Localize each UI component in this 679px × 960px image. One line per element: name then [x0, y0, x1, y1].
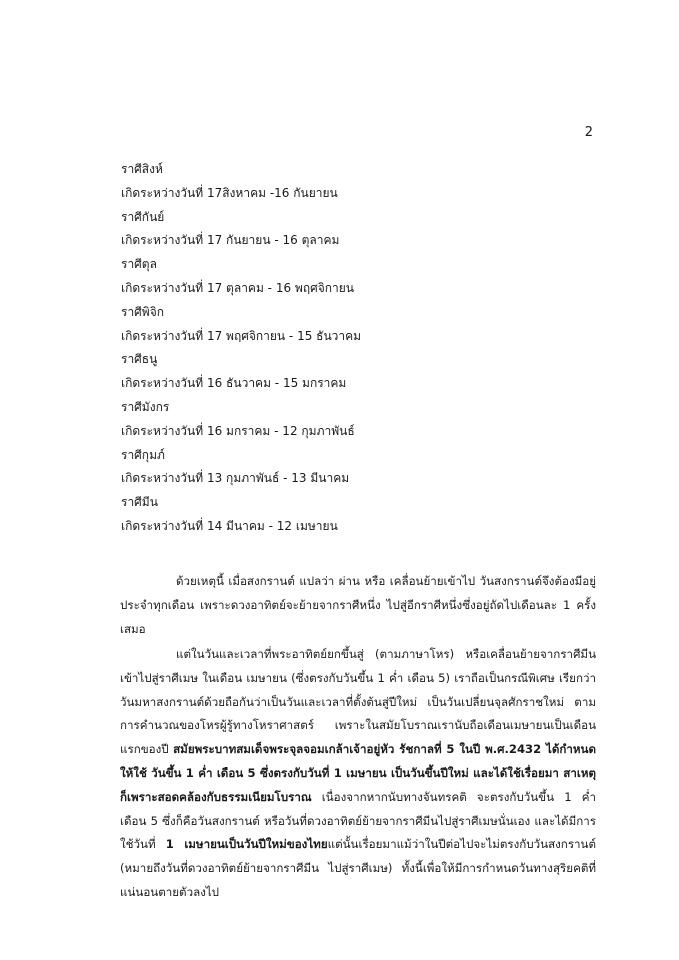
paragraph-songkran-meaning	[120, 570, 596, 641]
zodiac-range-pisces: เกิดระหว่างวันที่ 14 มีนาคม - 12 เมษายน	[121, 518, 338, 533]
zodiac-sign-sagittarius: ราศีธนู	[121, 352, 158, 367]
paragraph-thai-new-year	[120, 643, 596, 905]
zodiac-sign-libra: ราศีตุล	[121, 257, 157, 272]
zodiac-range-scorpio: เกิดระหว่างวันที่ 17 พฤศจิกายน - 15 ธันวาคม	[121, 328, 362, 343]
zodiac-range-sagittarius: เกิดระหว่างวันที่ 16 ธันวาคม - 15 มกราคม	[121, 376, 347, 391]
zodiac-sign-scorpio: ราศีพิจิก	[121, 304, 165, 319]
paragraph-2-bold-b: 1 เมษายนเป็นวันปีใหม่ของไทย	[165, 837, 328, 852]
zodiac-sign-virgo: ราศีกันย์	[121, 209, 165, 224]
paragraph-2-text-a: แต่ในวันและเวลาที่พระอาทิตย์ยกขึ้นสู่ (ตามภาษาโหร) หรือเคลื่อนย้ายจากราศีมีนเข้าไปสู่ราศีเมษ ในเดือน เมษายน (ซึ่งตรงกับวันขึ้น 1 ค่ำ เดือน 5) เราถือเป็นกรณีพิเศษ เรียกว่าวันมหาสงกรานต์ด้วยถือกันว่าเป็นวันและเวลาที่ตั้งต้นสู่ปีใหม่ เป็นวันเปลี่ยนจุลศักราชใหม่ ตามการคำนวณของโหรผู้รู้ทางโหราศาสตร์ เพราะในสมัยโบราณเรานับถือเดือนเมษายนเป็นเดือนแรกของปี	[120, 647, 596, 757]
zodiac-range-capricorn: เกิดระหว่างวันที่ 16 มกราคม - 12 กุมภาพันธ์	[121, 423, 355, 438]
zodiac-range-aquarius: เกิดระหว่างวันที่ 13 กุมภาพันธ์ - 13 มีนาคม	[121, 471, 350, 486]
zodiac-range-virgo: เกิดระหว่างวันที่ 17 กันยายน - 16 ตุลาคม	[121, 233, 340, 248]
zodiac-range-leo: เกิดระหว่างวันที่ 17สิงหาคม -16 กันยายน	[121, 185, 338, 200]
zodiac-sign-leo: ราศีสิงห์	[121, 162, 163, 176]
zodiac-sign-aquarius: ราศีกุมภ์	[121, 447, 165, 462]
page-number: 2	[584, 125, 593, 140]
paragraph-2-bold-a: สมัยพระบาทสมเด็จพระจุลจอมเกล้าเจ้าอยู่หัว รัชกาลที่ 5 ในปี พ.ศ.2432 ได้กำหนดให้ใช้ วันขึ้น 1 ค่ำ เดือน 5 ซึ่งตรงกับวันที่ 1 เมษายน เป็นวันขึ้นปีใหม่ และได้ใช้เรื่อยมา สาเหตุก็เพราะสอดคล้องกับธรรมเนียมโบราณ	[120, 742, 596, 804]
paragraph-1-text: ด้วยเหตุนี้ เมื่อสงกรานต์ แปลว่า ผ่าน หรือ เคลื่อนย้ายเข้าไป วันสงกรานต์จึงต้องมีอยู่ประจำทุกเดือน เพราะดวงอาทิตย์จะย้ายจากราศีหนึ่ง ไปสู่อีกราศีหนึ่งซึ่งอยู่ถัดไปเดือนละ 1 ครั้ง เสมอ	[120, 574, 596, 636]
zodiac-list	[121, 158, 591, 539]
paragraph-2-text-c: แต่นั้นเรื่อยมาแม้ว่าในปีต่อไปจะไม่ตรงกับวันสงกรานต์ (หมายถึงวันที่ดวงอาทิตย์ย้ายจากราศีมีน ไปสู่ราศีเมษ) ทั้งนี้เพื่อให้มีการกำหนดวันทางสุริยคติที่แน่นอนตายตัวลงไป	[120, 837, 597, 899]
paragraph-2-text-b: เนื่องจากหากนับทางจันทรคติ จะตรงกับวันขึ้น 1 ค่ำเดือน 5 ซึ่งก็คือวันสงกรานต์ หรือวันที่ดวงอาทิตย์ย้ายจากราศีมีนไปสู่ราศีเมษนั่นเอง และได้มีการใช้วันที่	[120, 789, 596, 852]
zodiac-sign-capricorn: ราศีมังกร	[121, 399, 170, 414]
zodiac-sign-pisces: ราศีมีน	[121, 495, 158, 510]
zodiac-range-libra: เกิดระหว่างวันที่ 17 ตุลาคม - 16 พฤศจิกายน	[121, 280, 354, 295]
